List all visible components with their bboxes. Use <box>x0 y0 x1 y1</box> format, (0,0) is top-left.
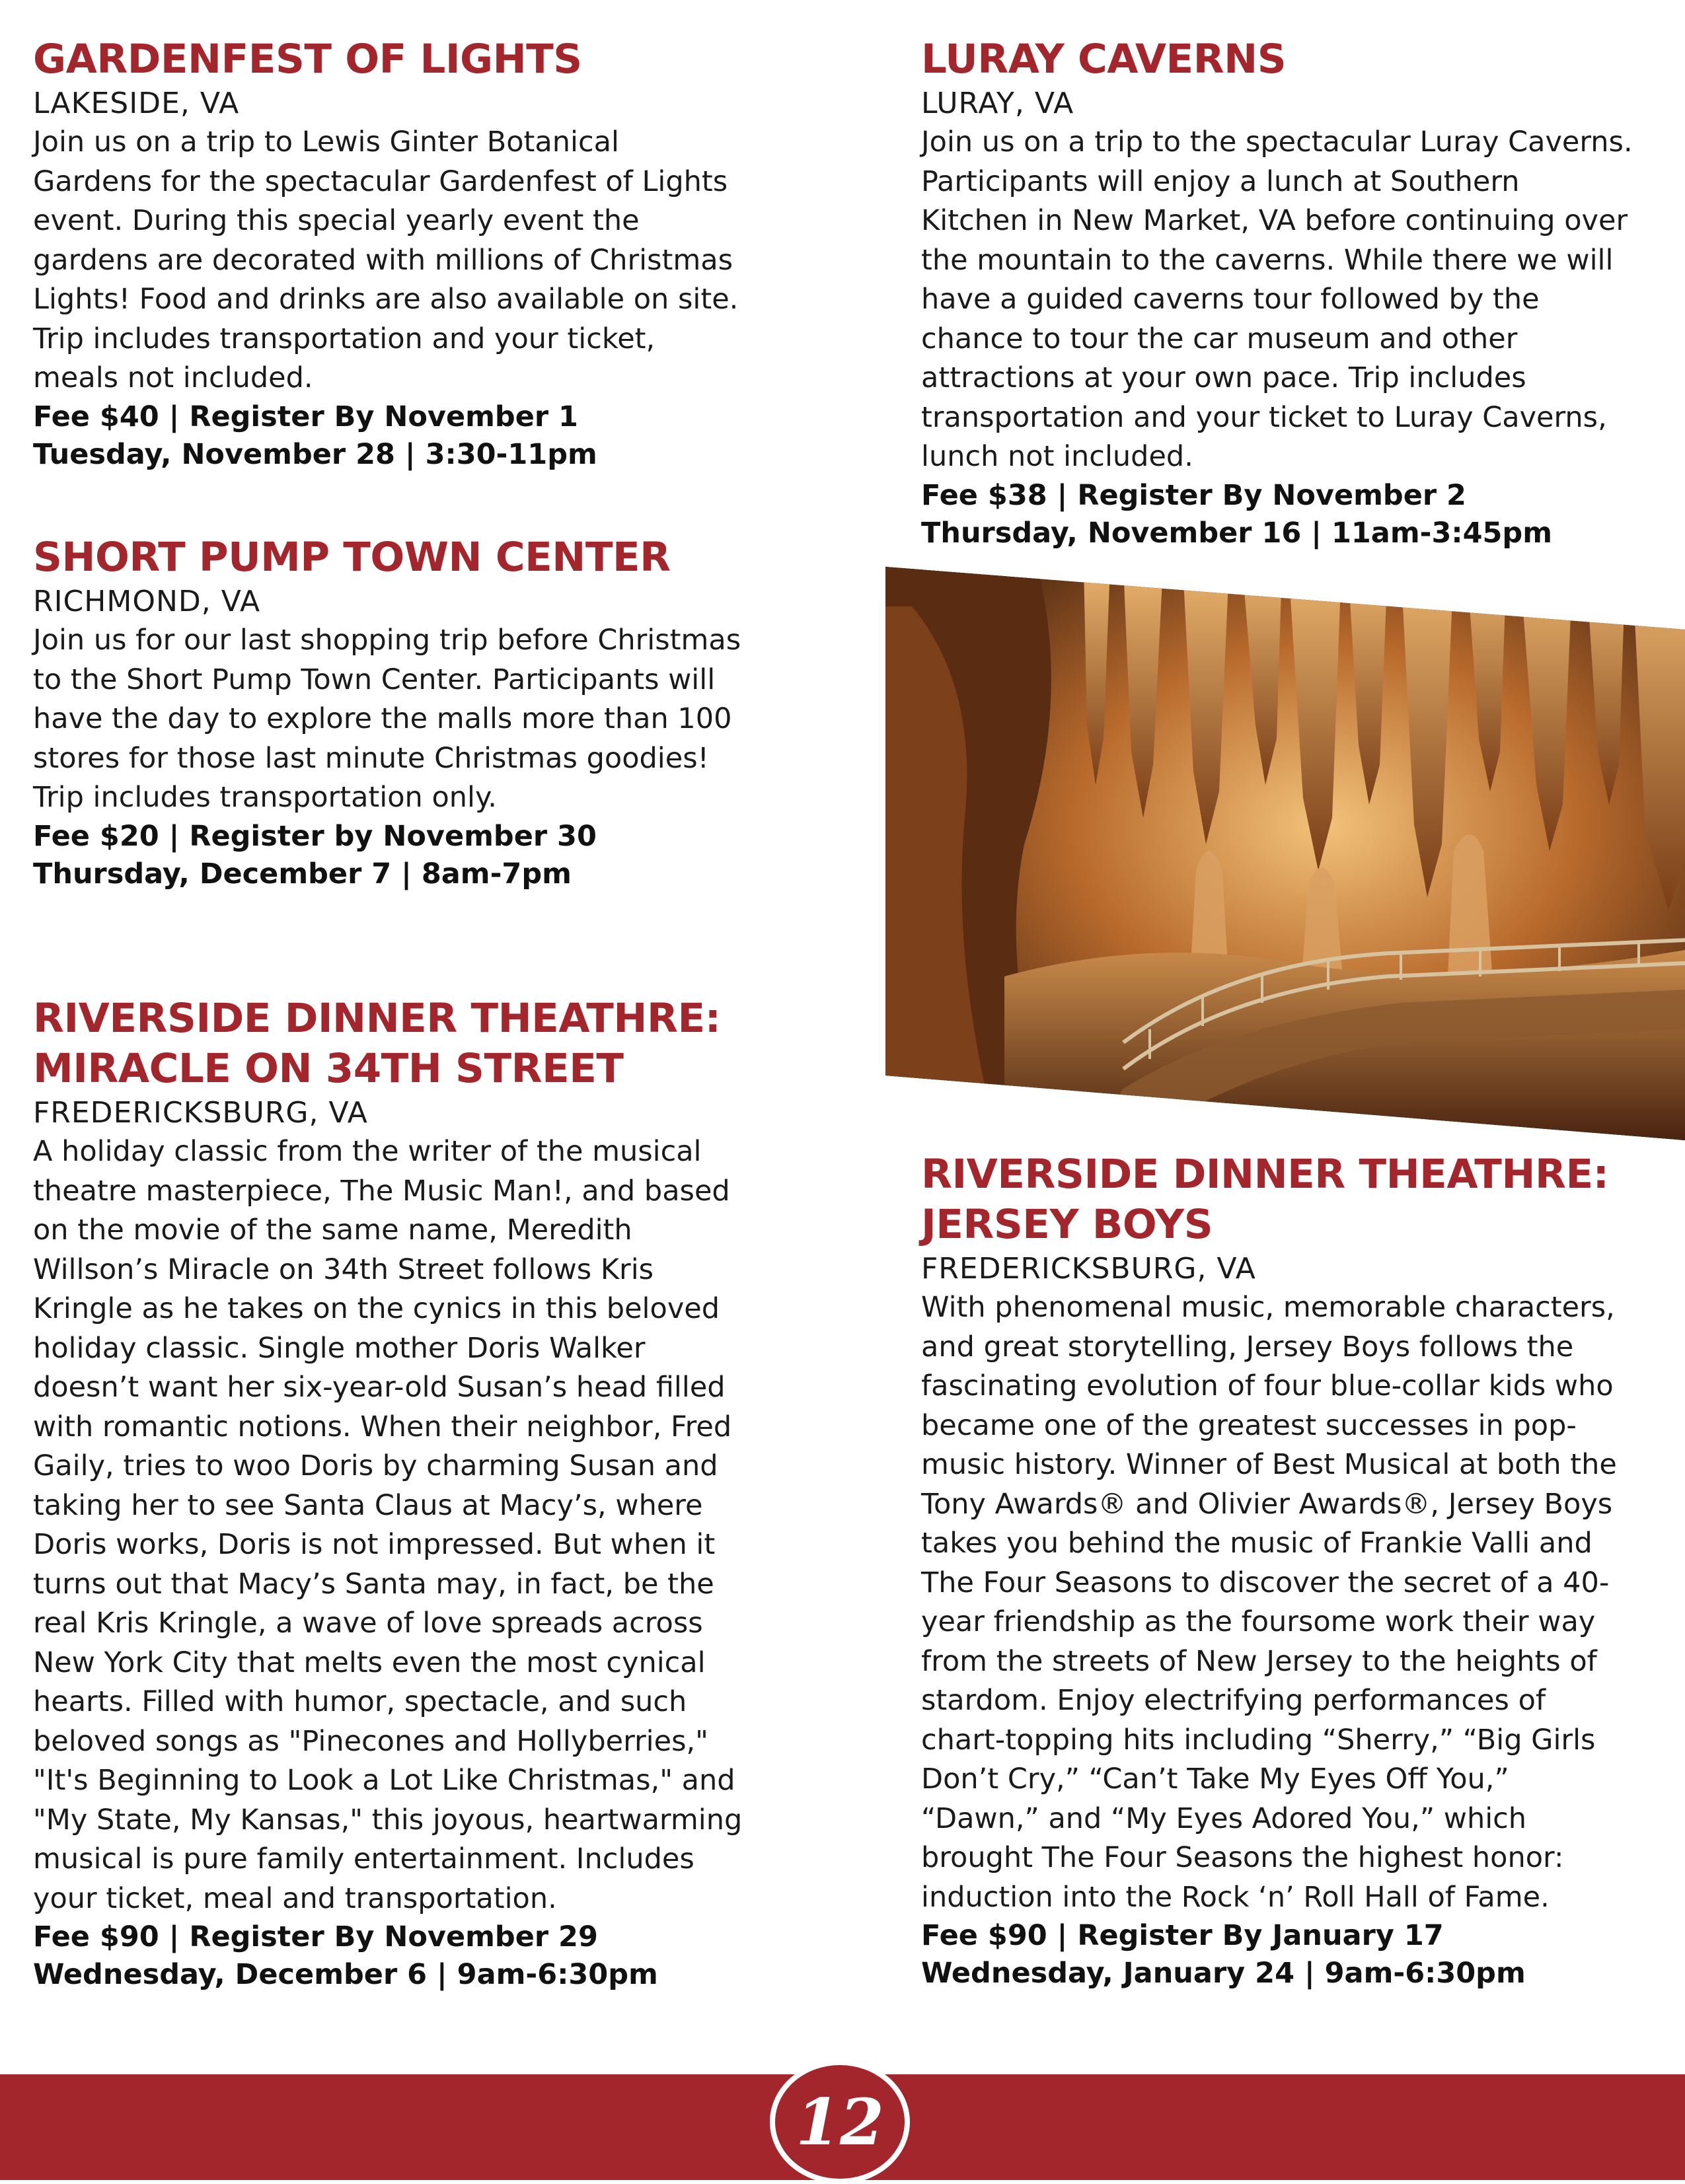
event-fee: Fee $90 | Register By November 29 <box>33 1920 598 1953</box>
event-title-line2: MIRACLE ON 34TH STREET <box>33 1045 624 1092</box>
event-title-line2: JERSEY BOYS <box>921 1201 1213 1248</box>
event-location: FREDERICKSBURG, VA <box>921 1252 1256 1286</box>
event-title-line1: RIVERSIDE DINNER THEATHRE: <box>33 995 721 1042</box>
event-date: Wednesday, December 6 | 9am-6:30pm <box>33 1958 658 1991</box>
event-fee: Fee $40 | Register By November 1 <box>33 400 578 433</box>
page-number-badge <box>770 2060 910 2184</box>
event-title: LURAY CAVERNS <box>921 36 1287 83</box>
event-description: Join us on a trip to the spectacular Luray Caverns. Participants will enjoy a lunch at Southern Kitchen in New Market, VA before continuing over the mountain to the caverns. While there we will have a guided caverns tour followed by the chance to tour the car museum and other attractions at your own pace. Trip includes transportation and your ticket to Luray Caverns, lunch not included. <box>921 126 1633 473</box>
event-date: Wednesday, January 24 | 9am-6:30pm <box>921 1957 1526 1990</box>
event-title <box>921 1149 1635 1250</box>
event-title: SHORT PUMP TOWN CENTER <box>33 534 671 581</box>
event-location: FREDERICKSBURG, VA <box>33 1096 368 1130</box>
event-fee: Fee $38 | Register By November 2 <box>921 478 1466 512</box>
event-description: Join us for our last shopping trip before Christmas to the Short Pump Town Center. Participants will have the day to explore the malls more than 100 stores for those last minute Christmas goodies! Trip includes transportation only. <box>33 624 741 814</box>
event-date: Thursday, December 7 | 8am-7pm <box>33 857 572 891</box>
event-jersey-boys <box>921 1149 1635 1992</box>
page-number: 12 <box>796 2084 884 2160</box>
event-location: RICHMOND, VA <box>33 585 261 618</box>
event-fee: Fee $20 | Register by November 30 <box>33 819 597 853</box>
cavern-photo <box>885 567 1685 1140</box>
event-gardenfest <box>33 34 747 474</box>
event-title: GARDENFEST OF LIGHTS <box>33 36 582 83</box>
event-description: Join us on a trip to Lewis Ginter Botanical Gardens for the spectacular Gardenfest of Lights event. During this special yearly event the gardens are decorated with millions of Christmas Lights! Food and drinks are also available on site. Trip includes transportation and your ticket, meals not included. <box>33 126 739 394</box>
event-fee: Fee $90 | Register By January 17 <box>921 1919 1444 1952</box>
event-location: LURAY, VA <box>921 87 1074 120</box>
event-miracle-34th <box>33 994 747 1994</box>
event-luray-caverns <box>921 34 1635 552</box>
event-date: Thursday, November 16 | 11am-3:45pm <box>921 516 1553 550</box>
event-location: LAKESIDE, VA <box>33 87 240 120</box>
event-title-line1: RIVERSIDE DINNER THEATHRE: <box>921 1151 1609 1198</box>
event-date: Tuesday, November 28 | 3:30-11pm <box>33 437 597 471</box>
event-description: A holiday classic from the writer of the musical theatre masterpiece, The Music Man!, and based on the movie of the same name, Meredith Willson’s Miracle on 34th Street follows Kris Kringle as he takes on the cynics in this beloved holiday classic. Single mother Doris Walker doesn’t want her six-year-old Susan’s head filled with romantic notions. When their neighbor, Fred Gaily, tries to woo Doris by charming Susan and taking her to see Santa Claus at Macy’s, where Doris works, Doris is not impressed. But when it turns out that Macy’s Santa may, in fact, be the real Kris Kringle, a wave of love spreads across New York City that melts even the most cynical hearts. Filled with humor, spectacle, and such beloved songs as "Pinecones and Hollyberries," "It's Beginning to Look a Lot Like Christmas," and "My State, My Kansas," this joyous, heartwarming musical is pure family entertainment. Includes your ticket, meal and transportation. <box>33 1135 743 1915</box>
event-short-pump <box>33 532 747 893</box>
cavern-illustration <box>885 567 1685 1140</box>
event-description: With phenomenal music, memorable characters, and great storytelling, Jersey Boys follows the fascinating evolution of four blue-collar kids who became one of the greatest successes in pop-music history. Winner of Best Musical at both the Tony Awards® and Olivier Awards®, Jersey Boys takes you behind the music of Frankie Valli and The Four Seasons to discover the secret of a 40-year friendship as the foursome work their way from the streets of New Jersey to the heights of stardom. Enjoy electrifying performances of chart-topping hits including “Sherry,” “Big Girls Don’t Cry,” “Can’t Take My Eyes Off You,” “Dawn,” and “My Eyes Adored You,” which brought The Four Seasons the highest honor: induction into the Rock ‘n’ Roll Hall of Fame. <box>921 1291 1617 1914</box>
event-title <box>33 994 747 1094</box>
